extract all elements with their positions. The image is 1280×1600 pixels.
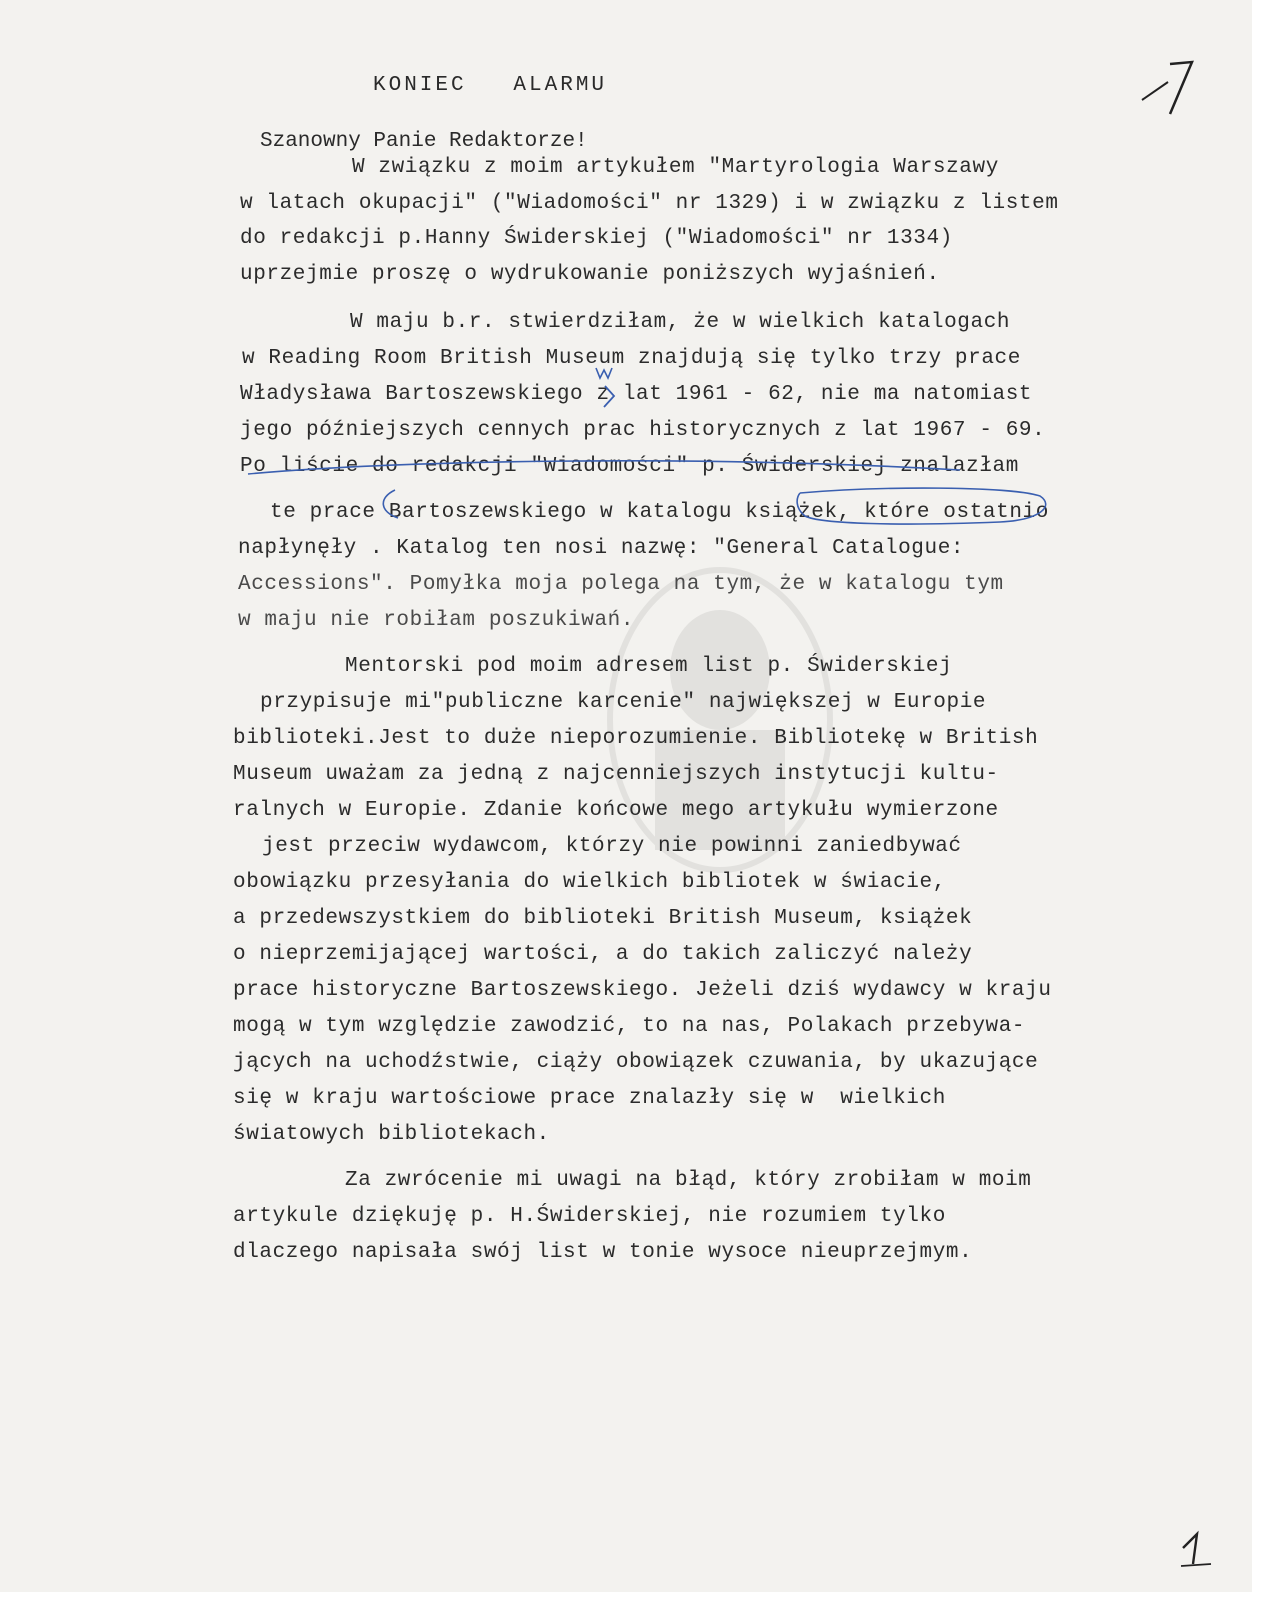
letter-line: napłynęły . Katalog ten nosi nazwę: "General Catalogue:: [238, 537, 965, 560]
scan-margin-bottom: [0, 1592, 1280, 1600]
handwritten-page-number-top: [1140, 60, 1210, 120]
letter-line: o nieprzemijającej wartości, a do takich zaliczyć należy: [233, 943, 973, 966]
letter-line: się w kraju wartościowe prace znalazły się w wielkich: [233, 1087, 946, 1110]
letter-line: W maju b.r. stwierdziłam, że w wielkich katalogach: [350, 311, 1011, 334]
letter-line: obowiązku przesyłania do wielkich bibliotek w świacie,: [233, 871, 946, 894]
letter-line: Museum uważam za jedną z najcenniejszych instytucji kultu-: [233, 763, 999, 786]
handwritten-page-number-bottom: [1175, 1530, 1215, 1570]
scan-margin: [1252, 0, 1280, 1600]
letter-line: jego późniejszych cennych prac historycznych z lat 1967 - 69.: [240, 419, 1046, 442]
letter-line: w latach okupacji" ("Wiadomości" nr 1329) i w związku z listem: [240, 192, 1059, 215]
letter-line: w maju nie robiłam poszukiwań.: [238, 609, 635, 632]
letter-line: Władysława Bartoszewskiego z lat 1961 - 62, nie ma natomiast: [240, 383, 1033, 406]
letter-line: ralnych w Europie. Zdanie końcowe mego artykułu wymierzone: [233, 799, 999, 822]
letter-line: przypisuje mi"publiczne karcenie" największej w Europie: [260, 691, 987, 714]
letter-line: Po liście do redakcji "Wiadomości" p. Świderskiej znalazłam: [240, 455, 1019, 478]
letter-line: w Reading Room British Museum znajdują się tylko trzy prace: [242, 347, 1021, 370]
letter-line: biblioteki.Jest to duże nieporozumienie. Bibliotekę w British: [233, 727, 1039, 750]
letter-line: te prace Bartoszewskiego w katalogu książek, które ostatnio: [270, 501, 1049, 524]
letter-line: W związku z moim artykułem "Martyrologia Warszawy: [352, 156, 999, 179]
letter-line: mogą w tym względzie zawodzić, to na nas, Polakach przebywa-: [233, 1015, 1026, 1038]
letter-line: światowych bibliotekach.: [233, 1123, 550, 1146]
letter-line: artykule dziękuję p. H.Świderskiej, nie rozumiem tylko: [233, 1205, 946, 1228]
document-title: KONIEC ALARMU: [373, 74, 608, 97]
letter-line: a przedewszystkiem do biblioteki British Museum, książek: [233, 907, 973, 930]
letter-line: do redakcji p.Hanny Świderskiej ("Wiadomości" nr 1334): [240, 227, 953, 250]
letter-line: dlaczego napisała swój list w tonie wysoce nieuprzejmym.: [233, 1241, 973, 1264]
letter-line: prace historyczne Bartoszewskiego. Jeżeli dziś wydawcy w kraju: [233, 979, 1052, 1002]
letter-line: Za zwrócenie mi uwagi na błąd, który zrobiłam w moim: [345, 1169, 1032, 1192]
letter-line: Accessions". Pomyłka moja polega na tym, że w katalogu tym: [238, 573, 1004, 596]
salutation: Szanowny Panie Redaktorze!: [260, 130, 588, 153]
letter-line: uprzejmie proszę o wydrukowanie poniższych wyjaśnień.: [240, 263, 940, 286]
letter-line: jących na uchodźstwie, ciąży obowiązek czuwania, by ukazujące: [233, 1051, 1039, 1074]
letter-line: jest przeciw wydawcom, którzy nie powinni zaniedbywać: [262, 835, 962, 858]
letter-line: Mentorski pod moim adresem list p. Świderskiej: [345, 655, 953, 678]
